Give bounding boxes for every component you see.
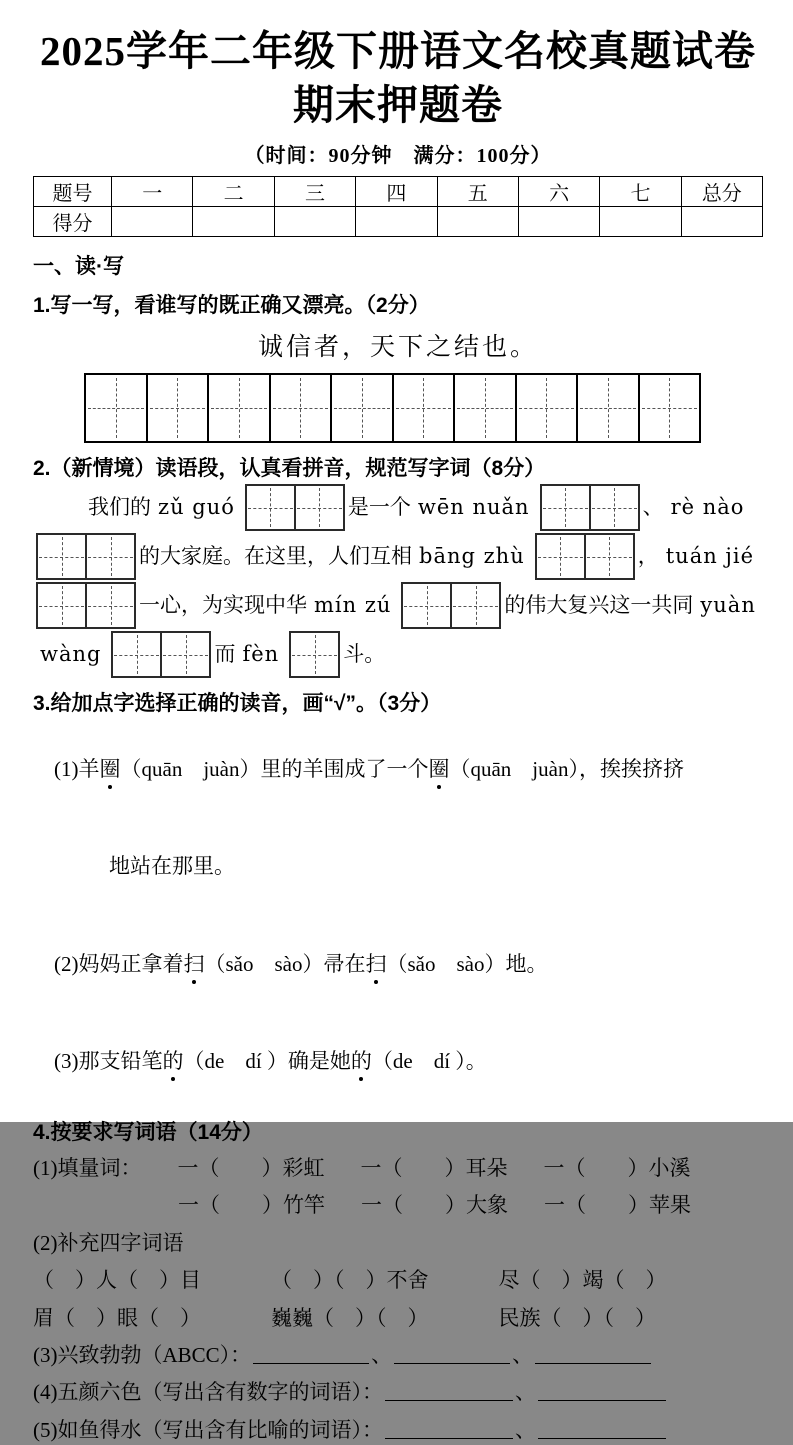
measure-word-item: 一（ ）耳朵	[360, 1155, 508, 1180]
writing-grid-cell	[394, 375, 456, 441]
answer-box-2cell	[111, 631, 211, 678]
answer-blank	[385, 1378, 513, 1401]
text-run: ，	[637, 544, 659, 569]
exam-meta: （时间：90分钟 满分：100分）	[244, 145, 552, 168]
question4-item3	[33, 1341, 763, 1370]
text-run: 的大家庭。在这里，人们互相	[139, 544, 412, 569]
tianzige-cell	[586, 535, 633, 578]
writing-grid-cell	[148, 375, 210, 441]
tianzige-cell	[247, 486, 296, 529]
writing-grid-cell	[209, 375, 271, 441]
text-run: （sǎo sào）帚在	[204, 951, 366, 976]
item-label: (4)五颜六色（写出含有数字的词语）：	[33, 1380, 383, 1405]
score-table	[33, 176, 763, 237]
idiom-item: 巍巍（ ）（ ）	[271, 1305, 429, 1330]
pinyin-run: fèn	[242, 642, 280, 667]
question4-item2-row2	[33, 1304, 763, 1333]
score-table-header-cell: 五	[437, 177, 518, 207]
text-run: 是一个	[347, 495, 411, 520]
pinyin-run: mín zú	[314, 593, 392, 618]
idiom-item: （ ）人（ ）目	[33, 1268, 201, 1293]
tianzige-cell	[291, 633, 338, 676]
writing-grid-cell	[271, 375, 333, 441]
question4-item2-row1	[33, 1266, 763, 1295]
text-run: 的伟大复兴这一共同	[504, 593, 694, 618]
score-cell-empty	[193, 207, 274, 237]
text-run: 而	[214, 642, 236, 667]
tianzige-cell	[87, 584, 134, 627]
measure-word-item: 一（ ）彩虹	[177, 1155, 325, 1180]
copy-sentence: 诚信者，天下之结也。	[257, 334, 538, 362]
score-table-header-cell: 一	[112, 177, 193, 207]
answer-blank	[385, 1416, 513, 1439]
text-run: 我们的	[88, 495, 151, 520]
tianzige-cell	[38, 584, 87, 627]
tianzige-cell	[591, 486, 638, 529]
idiom-item: （ ）（ ）不舍	[271, 1268, 429, 1293]
score-cell-empty	[681, 207, 762, 237]
tianzige-cell	[537, 535, 586, 578]
measure-word-item: 一（ ）竹竿	[178, 1193, 325, 1218]
answer-blank	[538, 1378, 666, 1401]
score-cell-empty	[600, 207, 681, 237]
tianzige-cell	[403, 584, 452, 627]
tianzige-cell	[113, 633, 162, 676]
score-cell-empty	[112, 207, 193, 237]
question1-title: 1.写一写，看谁写的既正确又漂亮。（2分）	[33, 294, 430, 318]
text-run: 、	[642, 495, 664, 520]
answer-box-2cell	[401, 582, 501, 629]
dotted-char: 圈	[100, 755, 121, 785]
writing-grid-cell	[578, 375, 640, 441]
text-run: 一心，为实现中华	[139, 593, 307, 618]
item-number: (1)	[54, 757, 79, 782]
writing-grid-cell	[517, 375, 579, 441]
separator: 、	[515, 1417, 536, 1442]
pinyin-run: yuàn	[700, 593, 756, 618]
text-run: 斗。	[343, 642, 386, 667]
question4-title: 4.按要求写词语（14分）	[33, 1120, 263, 1144]
idiom-item: 民族（ ）（ ）	[498, 1305, 656, 1330]
question3-item1	[33, 725, 763, 814]
question4-item2-label	[33, 1229, 763, 1258]
score-table-header-cell: 七	[600, 177, 681, 207]
score-row-label: 得分	[34, 207, 112, 237]
answer-blank	[394, 1341, 510, 1364]
dotted-char: 扫	[184, 950, 205, 980]
dotted-char: 圈	[428, 755, 449, 785]
score-table-header-cell: 总分	[681, 177, 762, 207]
text-run: （de dí ）确是她	[183, 1049, 351, 1074]
score-cell-empty	[518, 207, 599, 237]
question3-item2	[33, 920, 763, 1009]
score-table-header-cell: 题号	[34, 177, 112, 207]
text-run: （de dí ）。	[371, 1049, 487, 1074]
pinyin-run: tuán jié	[665, 544, 755, 569]
answer-blank	[535, 1341, 651, 1364]
answer-blank	[253, 1341, 369, 1364]
question2-line1	[88, 484, 763, 531]
writing-practice-grid	[84, 373, 701, 443]
answer-box-1cell	[289, 631, 340, 678]
question3-title: 3.给加点字选择正确的读音，画“√”。（3分）	[33, 692, 442, 716]
score-table-header-row	[34, 177, 763, 207]
measure-word-item: 一（ ）小溪	[543, 1155, 691, 1180]
dotted-char: 的	[351, 1047, 372, 1077]
question3-item3	[33, 1018, 763, 1107]
tianzige-cell	[162, 633, 209, 676]
writing-grid-cell	[86, 375, 148, 441]
score-cell-empty	[356, 207, 437, 237]
text-run: 那支铅笔	[78, 1049, 163, 1074]
score-table-score-row	[34, 207, 763, 237]
idiom-item: 眉（ ）眼（ ）	[33, 1305, 201, 1330]
text-run: （quān juàn），挨挨挤挤	[449, 757, 684, 782]
item-label: (5)如鱼得水（写出含有比喻的词语）：	[33, 1417, 383, 1442]
score-table-header-cell: 四	[356, 177, 437, 207]
pinyin-run: rè nào	[670, 495, 745, 520]
dotted-char: 扫	[366, 950, 387, 980]
question4-item1-row1	[33, 1154, 763, 1183]
item-label: (2)补充四字词语	[33, 1230, 184, 1255]
answer-blank	[538, 1416, 666, 1439]
text-run: 妈妈正拿着	[78, 951, 184, 976]
tianzige-cell	[38, 535, 87, 578]
page-title-line2: 期末押题卷	[293, 82, 503, 129]
answer-box-2cell	[535, 533, 635, 580]
item-label: (3)兴致勃勃（ABCC）：	[33, 1342, 252, 1367]
question4-item4	[33, 1378, 763, 1407]
text-run: 羊	[78, 757, 100, 782]
answer-box-2cell	[36, 533, 136, 580]
question4-item5	[33, 1416, 763, 1445]
text-run: （sǎo sào）地。	[386, 951, 548, 976]
question2-title: 2.（新情境）读语段，认真看拼音，规范写字词（8分）	[33, 457, 546, 481]
page-title-line1: 2025学年二年级下册语文名校真题试卷	[40, 28, 756, 74]
item-number: (3)	[54, 1049, 79, 1074]
separator: 、	[371, 1342, 393, 1367]
writing-grid-cell	[640, 375, 700, 441]
idiom-item: 尽（ ）竭（ ）	[498, 1268, 667, 1293]
item-number: (2)	[54, 951, 79, 976]
tianzige-cell	[87, 535, 134, 578]
dotted-char: 的	[163, 1047, 184, 1077]
text-run: 地站在那里。	[109, 854, 235, 879]
pinyin-run: wàng	[40, 642, 102, 667]
tianzige-cell	[296, 486, 343, 529]
tianzige-cell	[542, 486, 591, 529]
score-table-header-cell: 三	[274, 177, 355, 207]
question2-line3	[33, 582, 763, 629]
pinyin-run: bāng zhù	[419, 544, 525, 569]
pinyin-run: wēn nuǎn	[417, 495, 530, 520]
item-label: (1)填量词：	[33, 1155, 142, 1180]
answer-box-2cell	[36, 582, 136, 629]
section-heading: 一、读·写	[33, 255, 124, 279]
measure-word-item: 一（ ）苹果	[544, 1193, 691, 1218]
score-table-header-cell: 六	[518, 177, 599, 207]
question3-item1-continuation	[88, 823, 763, 912]
question2-line2	[33, 533, 763, 580]
measure-word-item: 一（ ）大象	[361, 1193, 508, 1218]
text-run: （quān juàn）里的羊围成了一个	[120, 757, 429, 782]
tianzige-cell	[452, 584, 499, 627]
separator: 、	[512, 1342, 534, 1367]
answer-box-2cell	[245, 484, 345, 531]
score-cell-empty	[437, 207, 518, 237]
separator: 、	[515, 1380, 536, 1405]
score-cell-empty	[274, 207, 355, 237]
score-table-header-cell: 二	[193, 177, 274, 207]
pinyin-run: zǔ guó	[158, 495, 235, 520]
answer-box-2cell	[540, 484, 640, 531]
question2-line4	[33, 631, 763, 678]
writing-grid-cell	[455, 375, 517, 441]
question4-item1-row2	[178, 1191, 763, 1220]
writing-grid-cell	[332, 375, 394, 441]
